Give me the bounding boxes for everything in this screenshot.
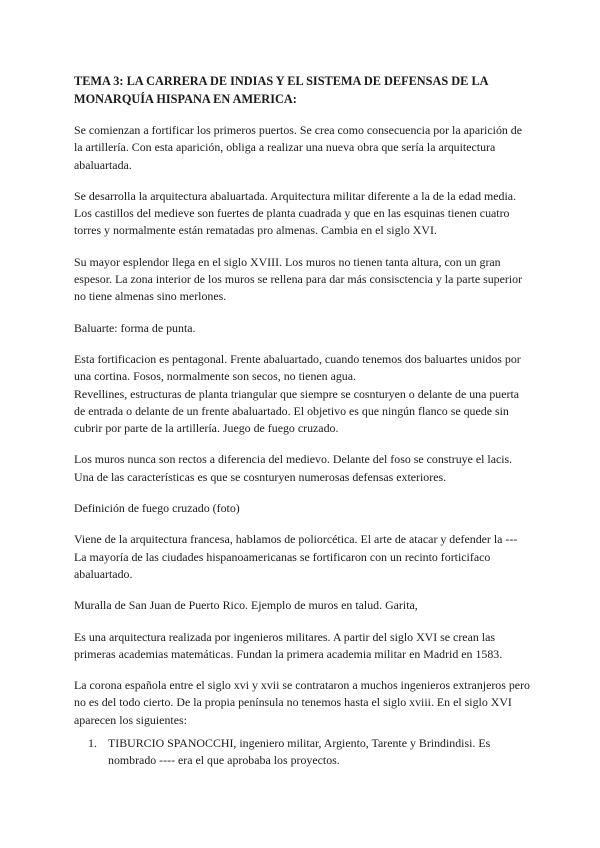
paragraph-esplendor-siglo-xviii: Su mayor esplendor llega en el siglo XVIII. Los muros no tienen tanta altura, con un gran espesor. La zona interior de los muros se rellena para dar más consisctencia y la parte superior no tiene almenas sino merlones. <box>74 254 523 304</box>
engineers-list <box>74 735 530 770</box>
paragraph-arquitectura-abaluartada: Se desarrolla la arquitectura abaluartada. Arquitectura militar diferente a la de la edad media. Los castillos del medieve son fuertes de planta cuadrada y que en las esquinas tienen cuatro torres y normalmente están rematadas pro almenas. Cambia en el siglo XVI. <box>74 188 517 238</box>
paragraph-muros-medievo: Los muros nunca son rectos a diferencia del medievo. Delante del foso se construye el lacis. Una de las características es que se cosnturyen numerosas defensas exteriores. <box>74 452 513 484</box>
document-title: TEMA 3: LA CARRERA DE INDIAS Y EL SISTEMA DE DEFENSAS DE LA MONARQUÍA HISPANA EN AMERICA: <box>74 74 488 106</box>
list-item-text: TIBURCIO SPANOCCHI, ingeniero militar, Argiento, Tarente y Brindindisi. Es nombrado ---- era el que aprobaba los proyectos. <box>108 736 491 768</box>
paragraph-fuego-cruzado: Definición de fuego cruzado (foto) <box>74 501 240 516</box>
paragraph-ingenieros-militares: Es una arquitectura realizada por ingenieros militares. A partir del siglo XVI se crean las primeras academias matemáticas. Fundan la primera academia militar en Madrid en 1583. <box>74 629 503 661</box>
paragraph-fortificacion-pentagonal: Esta fortificacion es pentagonal. Frente abaluartado, cuando tenemos dos baluartes unidos por una cortina. Fosos, normalmente son secos, no tienen agua. <box>74 351 521 384</box>
document-page <box>74 72 530 770</box>
list-item <box>74 735 530 770</box>
paragraph-revellines: Revellines, estructuras de planta triangular que siempre se cosnturyen o delante de una puerta de entrada o delante de un frente abaluartado. El objetivo es que ningún flanco se quede sin cubrir por parte de la artillería. Juego de fuego cruzado. <box>74 386 520 436</box>
paragraph-corona-espanola: La corona española entre el siglo xvi y xvii se contrataron a muchos ingenieros extranjeros pero no es del todo cierto. De la propia península no tenemos hasta el siglo xviii. En el siglo XVI aparecen los siguientes: <box>74 678 530 727</box>
paragraph-baluarte: Baluarte: forma de punta. <box>74 320 196 335</box>
paragraph-fortificar-puertos: Se comienzan a fortificar los primeros puertos. Se crea como consecuencia por la aparición de la artillería. Con esta aparición, obliga a realizar una nueva obra que sería la arquitectura abaluartada. <box>74 123 523 172</box>
list-item-number: 1. <box>88 736 97 751</box>
paragraph-muralla-san-juan: Muralla de San Juan de Puerto Rico. Ejemplo de muros en talud. Garita, <box>74 598 418 613</box>
paragraph-arquitectura-francesa: Viene de la arquitectura francesa, hablamos de poliorcética. El arte de atacar y defender la --- La mayoría de las ciudades hispanoamericanas se fortificaron con un recinto forticifaco abaluartado. <box>74 532 518 581</box>
